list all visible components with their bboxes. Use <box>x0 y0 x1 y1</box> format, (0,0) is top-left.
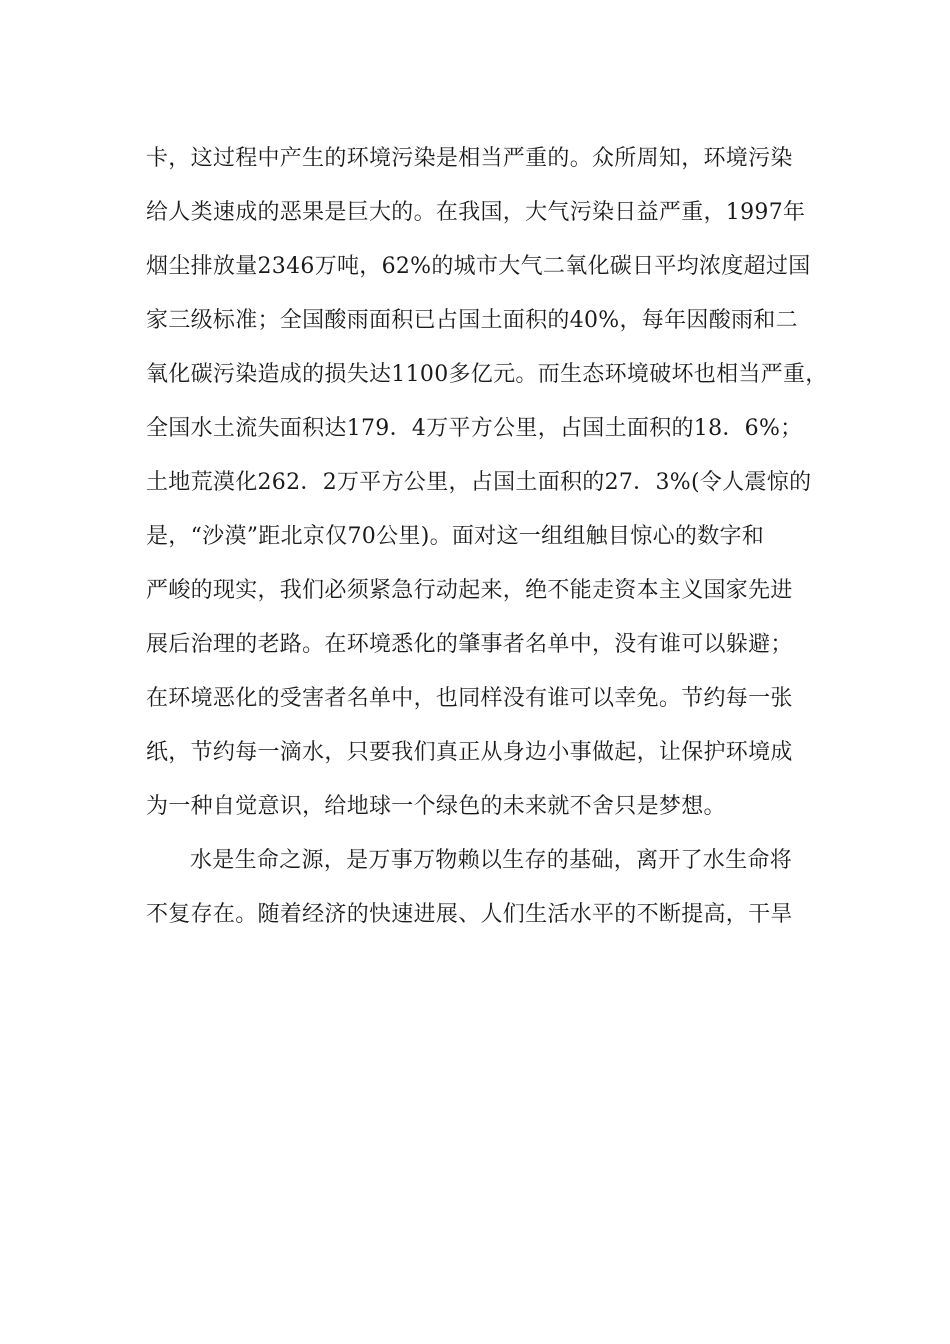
text-line: 卡，这过程中产生的环境污染是相当严重的。众所周知，环境污染 <box>146 146 793 171</box>
text-line: 严峻的现实，我们必须紧急行动起来，绝不能走资本主义国家先进 <box>146 578 793 603</box>
text-line: 土地荒漠化262．2万平方公里，占国土面积的27．3%(令人震惊的 <box>146 470 812 495</box>
text-line: 氧化碳污染造成的损失达1100多亿元。而生态环境破坏也相当严重， <box>146 362 828 387</box>
text-line: 在环境恶化的受害者名单中，也同样没有谁可以幸免。节约每一张 <box>146 686 793 711</box>
text-line: 烟尘排放量2346万吨，62%的城市大气二氧化碳日平均浓度超过国 <box>146 254 811 279</box>
text-line: 不复存在。随着经济的快速进展、人们生活水平的不断提高，干旱 <box>146 902 793 927</box>
text-line: 纸，节约每一滴水，只要我们真正从身边小事做起，让保护环境成 <box>146 740 793 765</box>
text-line: 给人类速成的恶果是巨大的。在我国，大气污染日益严重，1997年 <box>146 200 806 225</box>
text-line: 家三级标准；全国酸雨面积已占国土面积的40%，每年因酸雨和二 <box>146 308 798 333</box>
paragraph-start-line: 水是生命之源，是万事万物赖以生存的基础，离开了水生命将 <box>190 848 793 873</box>
text-line: 全国水土流失面积达179．4万平方公里，占国土面积的18．6%； <box>146 416 803 441</box>
text-line: 展后治理的老路。在环境悉化的肇事者名单中，没有谁可以躲避； <box>146 632 793 657</box>
text-line: 为一种自觉意识，给地球一个绿色的未来就不舍只是梦想。 <box>146 794 726 819</box>
body-text <box>146 132 826 942</box>
text-line: 是，“沙漠”距北京仅70公里)。面对这一组组触目惊心的数字和 <box>146 524 765 549</box>
